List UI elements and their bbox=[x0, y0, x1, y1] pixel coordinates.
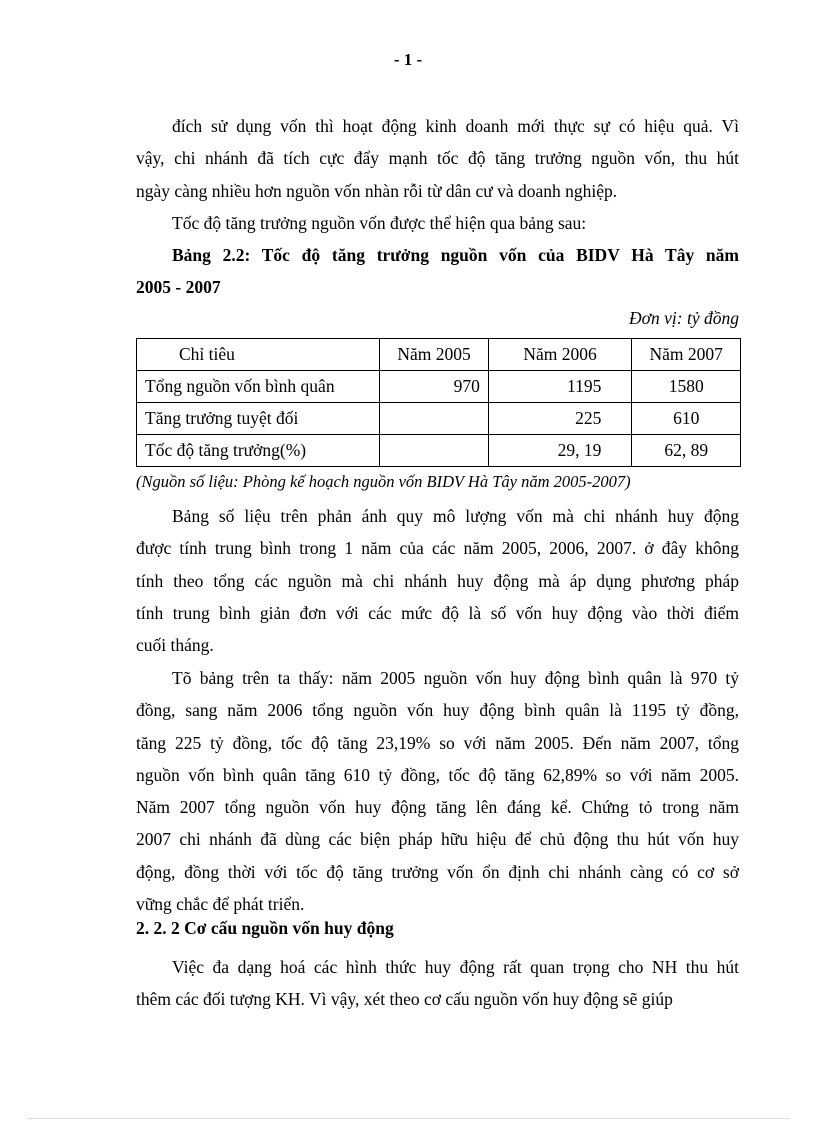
text-line: Tốc độ tăng trưởng nguồn vốn được thể hiện qua bảng sau: bbox=[172, 213, 587, 233]
text-line: Việc đa dạng hoá các hình thức huy động rất quan trọng cho NH thu hút bbox=[172, 957, 739, 977]
paragraph-4 bbox=[136, 662, 739, 920]
text-line: Bảng số liệu trên phản ánh quy mô lượng vốn mà chi nhánh huy động bbox=[172, 506, 739, 526]
paragraph-5 bbox=[136, 951, 739, 1016]
table-cell: 225 bbox=[488, 403, 632, 435]
text-line: ngày càng nhiều hơn nguồn vốn nhàn rỗi từ dân cư và doanh nghiệp. bbox=[136, 180, 618, 201]
table-cell: Tăng trưởng tuyệt đối bbox=[137, 403, 380, 435]
text-line: tính trung bình giản đơn với các mức độ là số vốn huy động vào thời điểm bbox=[136, 602, 739, 623]
text-line: động, đồng thời với tốc độ tăng trưởng vốn ổn định chi nhánh càng có cơ sở bbox=[136, 861, 739, 882]
text-line: tăng 225 tỷ đồng, tốc độ tăng 23,19% so với năm 2005. Đến năm 2007, tổng bbox=[136, 732, 739, 753]
header-cell: Năm 2005 bbox=[380, 339, 489, 371]
caption-line: 2005 - 2007 bbox=[136, 277, 221, 298]
page-number: - 1 - bbox=[393, 50, 423, 69]
text-line: Năm 2007 tổng nguồn vốn huy động tăng lên đáng kể. Chứng tỏ trong năm bbox=[136, 797, 739, 818]
unit-label: Đơn vị: tỷ đồng bbox=[629, 308, 739, 328]
table-cell: 970 bbox=[380, 371, 489, 403]
table-cell bbox=[380, 403, 489, 435]
table-caption bbox=[136, 239, 739, 304]
text-line: nguồn vốn bình quân tăng 610 tỷ đồng, tốc độ tăng 62,89% so với năm 2005. bbox=[136, 764, 739, 785]
growth-table bbox=[136, 338, 741, 467]
text-line: Tõ bảng trên ta thấy: năm 2005 nguồn vốn huy động bình quân là 970 tỷ bbox=[172, 668, 739, 688]
table-cell: 62, 89 bbox=[632, 435, 741, 467]
source-note: (Nguồn số liệu: Phòng kế hoạch nguồn vốn BIDV Hà Tây năm 2005-2007) bbox=[136, 472, 631, 491]
text-line: đích sử dụng vốn thì hoạt động kinh doanh mới thực sự có hiệu quả. Vì bbox=[172, 116, 739, 136]
table-cell: 1195 bbox=[488, 371, 632, 403]
table-header-row bbox=[137, 339, 741, 371]
paragraph-1 bbox=[136, 110, 739, 207]
table-cell: Tốc độ tăng trưởng(%) bbox=[137, 435, 380, 467]
table-row bbox=[137, 371, 741, 403]
text-line: đồng, sang năm 2006 tổng nguồn vốn huy động bình quân là 1195 tỷ đồng, bbox=[136, 700, 739, 721]
table-cell: 1580 bbox=[632, 371, 741, 403]
paragraph-2 bbox=[136, 207, 739, 239]
text-line: vững chắc để phát triển. bbox=[136, 894, 305, 915]
header-cell: Chỉ tiêu bbox=[137, 339, 380, 371]
table-cell: 29, 19 bbox=[488, 435, 632, 467]
header-cell: Năm 2007 bbox=[632, 339, 741, 371]
text-line: thêm các đối tượng KH. Vì vậy, xét theo cơ cấu nguồn vốn huy động sẽ giúp bbox=[136, 989, 673, 1010]
header-cell: Năm 2006 bbox=[488, 339, 632, 371]
text-line: 2007 chi nhánh đã dùng các biện pháp hữu hiệu để chủ động thu hút vốn huy bbox=[136, 829, 739, 850]
table-cell bbox=[380, 435, 489, 467]
footer-divider bbox=[28, 1118, 788, 1119]
table-row bbox=[137, 435, 741, 467]
text-line: được tính trung bình trong 1 năm của các năm 2005, 2006, 2007. ở đây không bbox=[136, 538, 739, 559]
section-heading: 2. 2. 2 Cơ cấu nguồn vốn huy động bbox=[136, 918, 394, 938]
table-cell: 610 bbox=[632, 403, 741, 435]
text-line: vậy, chi nhánh đã tích cực đẩy mạnh tốc độ tăng trưởng nguồn vốn, thu hút bbox=[136, 148, 739, 169]
paragraph-3 bbox=[136, 500, 739, 661]
text-line: tính theo tổng các nguồn mà chi nhánh huy động mà áp dụng phương pháp bbox=[136, 570, 739, 591]
text-line: cuối tháng. bbox=[136, 635, 214, 656]
caption-line: Bảng 2.2: Tốc độ tăng trưởng nguồn vốn của BIDV Hà Tây năm bbox=[172, 245, 739, 265]
table-row bbox=[137, 403, 741, 435]
table-cell: Tổng nguồn vốn bình quân bbox=[137, 371, 380, 403]
